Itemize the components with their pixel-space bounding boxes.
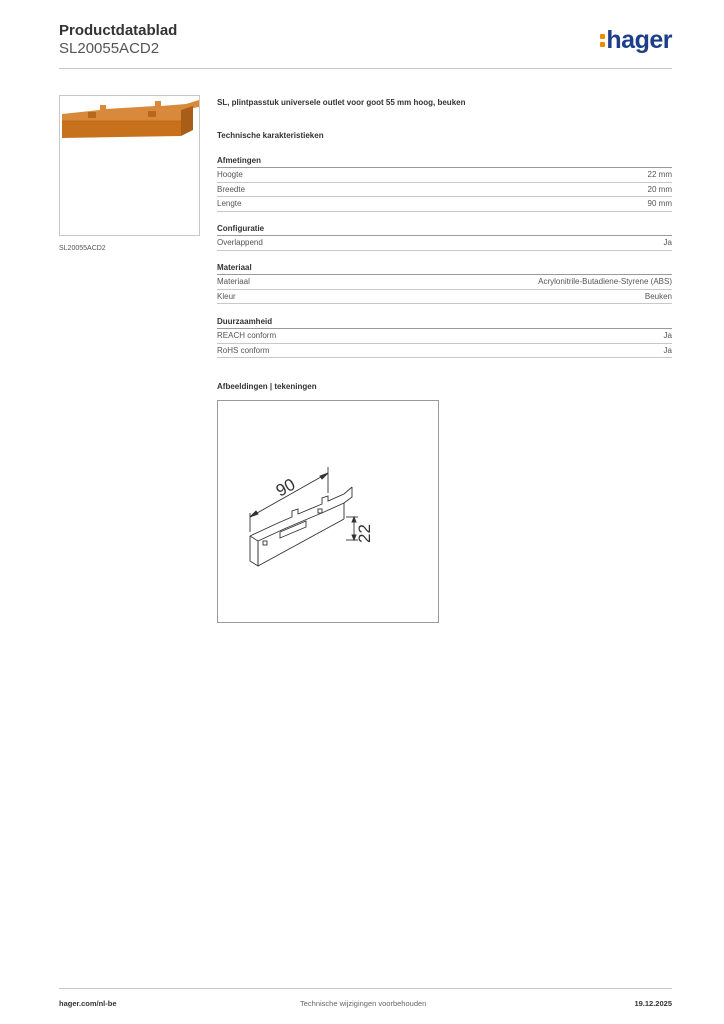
spec-group-materiaal bbox=[217, 262, 672, 304]
spec-row bbox=[217, 275, 672, 290]
dimension-drawing-icon bbox=[218, 401, 438, 622]
spec-value: 90 mm bbox=[647, 199, 672, 208]
spec-row bbox=[217, 344, 672, 359]
dimension-length-label: 90 bbox=[272, 474, 299, 501]
hager-logo[interactable] bbox=[600, 26, 672, 55]
technical-drawing bbox=[217, 400, 439, 623]
spec-row bbox=[217, 183, 672, 198]
dimension-height-label: 22 bbox=[355, 524, 374, 543]
spec-value: Ja bbox=[663, 238, 672, 247]
drawings-heading: Afbeeldingen | tekeningen bbox=[217, 382, 317, 391]
spec-label: Overlappend bbox=[217, 238, 263, 247]
page-title: Productdatablad bbox=[59, 22, 178, 39]
product-photo-icon bbox=[60, 96, 199, 235]
product-image-caption: SL20055ACD2 bbox=[59, 245, 106, 252]
spec-row bbox=[217, 197, 672, 212]
spec-label: Lengte bbox=[217, 199, 242, 208]
logo-dots-icon bbox=[600, 31, 605, 49]
footer-website-link[interactable]: hager.com/nl-be bbox=[59, 999, 117, 1008]
footer-divider bbox=[59, 988, 672, 989]
header-divider bbox=[59, 68, 672, 69]
spec-row bbox=[217, 168, 672, 183]
product-image bbox=[59, 95, 200, 236]
spec-label: Hoogte bbox=[217, 170, 243, 179]
footer-date: 19.12.2025 bbox=[634, 999, 672, 1008]
spec-group-title: Configuratie bbox=[217, 223, 672, 236]
spec-label: RoHS conform bbox=[217, 345, 270, 355]
logo-text: hager bbox=[606, 26, 672, 54]
spec-label: REACH conform bbox=[217, 331, 277, 340]
spec-value: 20 mm bbox=[647, 184, 672, 194]
spec-group-title: Afmetingen bbox=[217, 155, 672, 168]
spec-label: Materiaal bbox=[217, 277, 250, 286]
product-code-heading: SL20055ACD2 bbox=[59, 40, 160, 57]
spec-value: 22 mm bbox=[647, 170, 672, 179]
spec-row bbox=[217, 236, 672, 251]
product-description: SL, plintpasstuk universele outlet voor goot 55 mm hoog, beuken bbox=[217, 98, 466, 107]
spec-label: Kleur bbox=[217, 291, 236, 301]
spec-group-afmetingen bbox=[217, 155, 672, 212]
footer-notice: Technische wijzigingen voorbehouden bbox=[300, 999, 427, 1008]
spec-group-title: Materiaal bbox=[217, 262, 672, 275]
spec-row bbox=[217, 290, 672, 305]
spec-label: Breedte bbox=[217, 184, 246, 194]
spec-value: Beuken bbox=[644, 291, 672, 301]
spec-group-duurzaamheid bbox=[217, 316, 672, 358]
spec-value: Ja bbox=[663, 331, 672, 340]
spec-row bbox=[217, 329, 672, 344]
spec-group-title: Duurzaamheid bbox=[217, 316, 672, 329]
spec-value: Ja bbox=[663, 345, 672, 355]
spec-value: Acrylonitrile-Butadiene-Styrene (ABS) bbox=[538, 277, 672, 286]
spec-group-configuratie bbox=[217, 223, 672, 251]
specs-heading: Technische karakteristieken bbox=[217, 131, 324, 140]
